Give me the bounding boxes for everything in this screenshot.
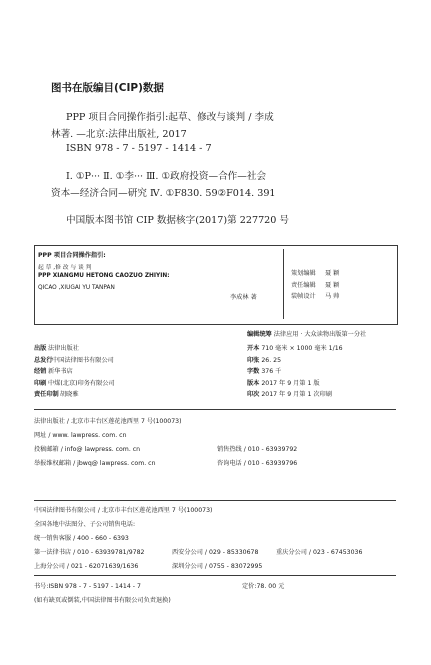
pub-info-right	[247, 343, 343, 401]
pub-row: 印次 2017 年 9 月第 1 次印刷	[247, 391, 332, 398]
title-box	[34, 245, 398, 325]
press-address: 法律出版社 / 北京市丰台区莲花池西里 7 号(100073)	[34, 418, 182, 425]
cip-line-5: 资本—经济合同—研究 Ⅳ. ①F830. 59②F014. 391	[51, 188, 276, 199]
pub-row: 责任印制 胡晓雅	[34, 391, 79, 398]
cip-line-2: 林著. —北京:法律出版社, 2017	[51, 129, 187, 140]
consult-phone: 咨询电话 / 010 - 63939796	[217, 460, 298, 467]
press-website: 网址 / www. lawpress. com. cn	[34, 432, 127, 439]
title-pinyin: PPP XIANGMU HETONG CAOZUO ZHIYIN:	[38, 273, 170, 279]
subtitle-pinyin: QICAO ,XIUGAI YU TANPAN	[38, 285, 115, 291]
staff-row: 策划编辑 聂 颖	[291, 270, 340, 277]
price: 定价:78. 00 元	[242, 583, 285, 590]
dist-company: 中国法律图书有限公司 / 北京市丰台区莲花池西里 7 号(100073)	[34, 507, 213, 514]
dist-bookstore: 第一法律书店 / 010 - 63939781/9782	[34, 549, 145, 556]
return-note: (如有缺页或倒装,中国法律图书有限公司负责退换)	[34, 597, 171, 604]
staff-row: 责任编辑 聂 颖	[291, 281, 340, 289]
pub-row: 总发行 中国法律图书有限公司	[34, 356, 114, 364]
cip-line-1: PPP 项目合同操作指引:起草、修改与谈判 / 李成	[66, 112, 274, 123]
divider	[34, 500, 396, 501]
pub-row: 字数 376 千	[247, 368, 282, 375]
dist-shenzhen: 深圳分公司 / 0755 - 83072995	[172, 563, 263, 570]
sales-phone: 销售热线 / 010 - 63939792	[217, 446, 298, 453]
title-cn: PPP 项目合同操作指引:	[38, 252, 106, 259]
divider	[34, 575, 396, 576]
isbn: 书号:ISBN 978 - 7 - 5197 - 1414 - 7	[34, 583, 141, 590]
author: 李成林 著	[230, 294, 257, 301]
divider	[34, 409, 396, 410]
subtitle-cn: 起 草 ,修 改 与 谈 判	[38, 265, 92, 271]
series-editor: 编辑统筹 法律应用 · 大众读物出版第一分社	[247, 331, 367, 338]
staff-list	[291, 268, 339, 303]
cip-line-6: 中国版本图书馆 CIP 数据核字(2017)第 227720 号	[66, 215, 290, 226]
submit-email: 投稿邮箱 / info@ lawpress. com. cn	[34, 446, 141, 453]
pub-row: 版本 2017 年 9 月第 1 版	[247, 379, 320, 387]
title-box-divider	[283, 249, 284, 319]
cip-line-3: ISBN 978 - 7 - 5197 - 1414 - 7	[66, 143, 212, 154]
staff-row: 装帧设计 马 帅	[291, 293, 340, 300]
dist-line-2: 统一销售客服 / 400 - 660 - 6393	[34, 535, 129, 542]
cip-line-4: Ⅰ. ①P··· Ⅱ. ①李··· Ⅲ. ①政府投资—合作—社会	[66, 171, 267, 182]
pub-row: 经销 新华书店	[34, 368, 73, 375]
pub-row: 印刷 中煤(北京)印务有限公司	[34, 379, 115, 387]
pub-info-left	[34, 343, 115, 401]
dist-line-1: 全国各地中法图分、子公司销售电话:	[34, 521, 136, 528]
report-email: 举报维权邮箱 / jbwq@ lawpress. com. cn	[34, 460, 156, 467]
pub-row: 印张 26. 25	[247, 356, 282, 364]
pub-row: 出版 法律出版社	[34, 345, 79, 352]
dist-shanghai: 上海分公司 / 021 - 62071639/1636	[34, 563, 139, 570]
pub-row: 开本 710 毫米 × 1000 毫米 1/16	[247, 345, 343, 352]
dist-xian: 西安分公司 / 029 - 85330678	[172, 549, 259, 556]
cip-heading: 图书在版编目(CIP)数据	[51, 82, 164, 94]
dist-chongqing: 重庆分公司 / 023 - 67453036	[276, 549, 363, 556]
